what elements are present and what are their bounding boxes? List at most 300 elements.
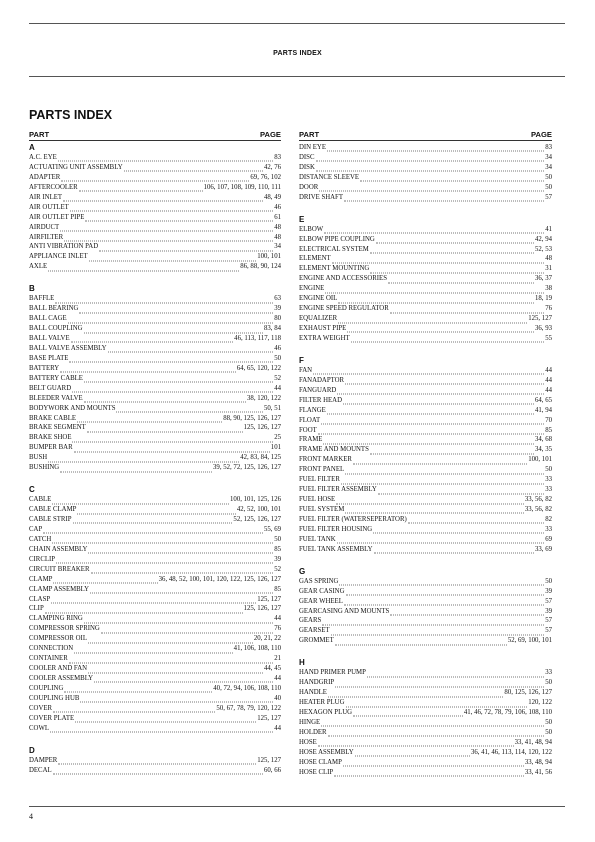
dot-leader (58, 155, 273, 162)
part-name: GEAR CASING (299, 587, 345, 595)
dot-leader (108, 346, 274, 353)
index-section (29, 734, 281, 776)
dot-leader (390, 306, 544, 313)
dot-leader (345, 378, 544, 385)
index-entry (299, 386, 552, 396)
dot-leader (63, 195, 263, 202)
index-entry (299, 525, 552, 535)
page-refs: 106, 107, 108, 109, 110, 111 (203, 183, 281, 191)
part-name: CIRCLIP (29, 555, 56, 563)
page-refs: 80 (274, 315, 281, 323)
part-name: CLASP (29, 595, 51, 603)
dot-leader (87, 425, 243, 432)
index-entry (29, 585, 281, 595)
dot-leader (84, 326, 263, 333)
dot-leader (84, 616, 273, 623)
part-name: ENGINE AND ACCESSORIES (299, 275, 387, 283)
page-refs: 60, 66 (264, 766, 281, 774)
index-entry (29, 684, 281, 694)
dot-leader (77, 507, 235, 514)
part-name: CONNECTION (29, 645, 74, 653)
part-name: HOLDER (299, 728, 327, 736)
page-refs: 34 (274, 243, 281, 251)
dot-leader (99, 244, 273, 251)
page-refs: 42, 83, 84, 125 (240, 454, 281, 462)
section-letter: A (29, 143, 35, 152)
page-refs: 57 (545, 627, 552, 635)
index-entry (29, 644, 281, 654)
page-refs: 39 (545, 607, 552, 615)
dot-leader (353, 710, 463, 717)
page-refs: 42, 76 (264, 163, 281, 171)
index-entry (299, 688, 552, 698)
dot-leader (72, 435, 273, 442)
part-name: HINGE (299, 718, 321, 726)
page-refs: 100, 101, 125, 126 (230, 496, 281, 504)
index-entry (299, 485, 552, 495)
dot-leader (341, 477, 544, 484)
page-refs: 52, 69, 100, 101 (507, 637, 552, 645)
page-refs: 33, 48, 94 (524, 758, 552, 766)
part-name: DOOR (299, 183, 319, 191)
section-gap (299, 555, 552, 565)
part-name: FILTER HEAD (299, 396, 342, 404)
page-refs: 33, 41, 48, 94 (514, 738, 552, 746)
dot-leader (53, 768, 263, 775)
page-refs: 46 (274, 203, 281, 211)
part-name: ADAPTER (29, 173, 61, 181)
page-number: 4 (29, 812, 33, 821)
dot-leader (74, 445, 270, 452)
part-name: ENGINE SPEED REGULATOR (299, 305, 389, 313)
dot-leader (345, 467, 544, 474)
index-entry (299, 235, 552, 245)
part-name: BRAKE CABLE (29, 414, 77, 422)
index-entry (299, 545, 552, 555)
part-name: HOSE ASSEMBLY (299, 748, 354, 756)
page-refs: 44 (545, 366, 552, 374)
dot-leader (80, 696, 273, 703)
index-entry (299, 577, 552, 587)
index-entry (299, 607, 552, 617)
index-entry (299, 597, 552, 607)
page-refs: 44 (274, 675, 281, 682)
index-entry (29, 252, 281, 262)
index-list-right (299, 141, 552, 778)
dot-leader (60, 225, 273, 232)
dot-leader (355, 750, 470, 757)
part-name: COWL (29, 724, 50, 732)
index-entry (29, 183, 281, 193)
index-entry (29, 654, 281, 664)
dot-leader (75, 716, 256, 723)
index-entry (299, 495, 552, 505)
page-refs: 31 (545, 265, 552, 273)
dot-leader (50, 726, 273, 733)
part-name: DAMPER (29, 756, 58, 764)
dot-leader (373, 527, 544, 534)
part-name: CONTAINER (29, 655, 68, 663)
section-letter: D (29, 745, 35, 755)
index-entry (299, 758, 552, 768)
part-name: FAN (299, 366, 313, 374)
index-entry (29, 545, 281, 555)
dot-leader (378, 487, 544, 494)
section-gap (299, 646, 552, 656)
part-name: BELT GUARD (29, 384, 72, 392)
page-refs: 36, 37 (535, 275, 552, 283)
dot-leader (334, 770, 524, 777)
page-refs: 40, 72, 94, 106, 108, 110 (213, 684, 281, 692)
dot-leader (79, 185, 203, 192)
page-refs: 39 (545, 587, 552, 595)
page-refs: 36, 41, 46, 113, 114, 120, 122 (470, 748, 552, 756)
page-refs: 34, 35 (535, 446, 552, 454)
part-name: GEARSET (299, 627, 330, 635)
part-name: FOOT (299, 426, 317, 434)
index-entry (299, 718, 552, 728)
dot-leader (90, 587, 273, 594)
index-entry (299, 366, 552, 376)
page-refs: 46, 113, 117, 118 (234, 335, 281, 342)
page-refs: 41, 94 (535, 406, 552, 414)
page-refs: 125, 127 (257, 595, 281, 603)
dot-leader (43, 527, 263, 534)
page-refs: 100, 101 (257, 253, 281, 261)
part-name: FLOAT (299, 416, 321, 424)
index-entry (299, 768, 552, 778)
part-name: AIRDUCT (29, 223, 60, 231)
footer-rule (29, 806, 565, 807)
dot-leader (72, 386, 273, 393)
dot-leader (327, 145, 544, 152)
part-name: FUEL TANK (299, 535, 336, 543)
dot-leader (318, 740, 514, 747)
page-refs: 85 (274, 585, 281, 593)
page-refs: 48 (274, 223, 281, 231)
page-refs: 82 (545, 515, 552, 523)
index-entry (29, 233, 281, 243)
page-refs: 44 (274, 615, 281, 623)
dot-leader (73, 517, 233, 524)
section-gap (29, 272, 281, 282)
part-name: EQUALIZER (299, 315, 338, 323)
dot-leader (331, 628, 545, 635)
dot-leader (313, 368, 544, 375)
page-refs: 50 (545, 718, 552, 726)
index-entry (299, 587, 552, 597)
index-entry (299, 636, 552, 646)
part-name: BODYWORK AND MOUNTS (29, 404, 116, 412)
index-entry (299, 143, 552, 153)
part-name: DISK (299, 163, 315, 171)
part-name: FANADAPTOR (299, 376, 345, 384)
dot-leader (84, 396, 246, 403)
index-entry (299, 708, 552, 718)
section-letter: E (299, 214, 305, 224)
page-refs: 52 (274, 565, 281, 573)
index-section (299, 141, 552, 203)
page-refs: 76 (274, 625, 281, 633)
dot-leader (79, 306, 273, 313)
index-entry (29, 453, 281, 463)
part-name: COOLER ASSEMBLY (29, 675, 94, 682)
dot-leader (88, 547, 273, 554)
dot-leader (344, 599, 544, 606)
index-entry (29, 515, 281, 525)
index-entry (29, 525, 281, 535)
part-name: BATTERY (29, 364, 60, 372)
page-refs: 48, 49 (264, 193, 281, 201)
page-refs: 50 (274, 354, 281, 362)
part-name: BATTERY CABLE (29, 374, 83, 382)
dot-leader (336, 497, 524, 504)
section-letter: G (299, 566, 306, 576)
dot-leader (335, 638, 507, 645)
part-name: BUSH (29, 454, 48, 462)
section-letter: F (299, 355, 304, 365)
index-entry (29, 344, 281, 354)
index-entry (29, 443, 281, 453)
part-name: CIRCUIT BREAKER (29, 565, 90, 573)
index-entry (29, 364, 281, 374)
part-name: BUSHING (29, 464, 60, 472)
page-refs: 100, 101 (528, 456, 552, 464)
part-name: CLIP (29, 605, 44, 613)
dot-leader (321, 720, 544, 727)
dot-leader (328, 690, 503, 697)
index-entry (299, 324, 552, 334)
part-name: HOSE (299, 738, 317, 746)
dot-leader (70, 205, 273, 212)
dot-leader (53, 706, 215, 713)
index-entry (299, 426, 552, 436)
dot-leader (339, 579, 544, 586)
page-refs: 36, 48, 52, 100, 101, 120, 122, 125, 126, 127 (158, 575, 281, 583)
dot-leader (321, 418, 544, 425)
dot-leader (316, 165, 544, 172)
index-entry (299, 153, 552, 163)
index-entry (299, 505, 552, 515)
index-entry (29, 433, 281, 443)
index-entry (299, 294, 552, 304)
dot-leader (337, 537, 545, 544)
index-entry (29, 604, 281, 614)
dot-leader (94, 676, 273, 683)
page-refs: 120, 122 (528, 699, 552, 707)
part-name: CLAMPING RING (29, 615, 83, 623)
index-entry (29, 203, 281, 213)
page-refs: 50 (545, 183, 552, 191)
section-letter: H (299, 658, 305, 668)
dot-leader (347, 326, 534, 333)
part-name: ELECTRICAL SYSTEM (299, 245, 369, 253)
page-refs: 80, 125, 126, 127 (504, 689, 552, 697)
part-name: HEXAGON PLUG (299, 709, 353, 716)
dot-leader (48, 455, 239, 462)
index-entry (29, 766, 281, 776)
index-entry (29, 374, 281, 384)
page-refs: 34, 68 (535, 436, 552, 444)
index-column-right (299, 129, 552, 778)
page-column-label: PAGE (531, 130, 552, 139)
page-refs: 125, 127 (257, 714, 281, 722)
dot-leader (346, 589, 545, 596)
column-header-right (299, 129, 552, 141)
part-name: AIR INLET (29, 193, 63, 201)
index-entry (29, 624, 281, 634)
part-name: FUEL FILTER (WATERSEPERATOR) (299, 515, 407, 523)
part-name: AIRFILTER (29, 233, 64, 241)
dot-leader (48, 264, 239, 271)
page-refs: 57 (545, 617, 552, 625)
page-refs: 39, 52, 72, 125, 126, 127 (213, 464, 281, 472)
part-name: FUEL TANK ASSEMBLY (299, 545, 373, 553)
dot-leader (69, 356, 273, 363)
part-name: DISC (299, 153, 315, 161)
dot-leader (351, 336, 545, 343)
part-name: ELBOW PIPE COUPLING (299, 235, 375, 243)
part-name: FUEL FILTER ASSEMBLY (299, 486, 377, 494)
page-refs: 57 (545, 597, 552, 605)
part-name: BALL COUPLING (29, 325, 83, 333)
page-refs: 34 (545, 163, 552, 171)
page-refs: 48 (274, 233, 281, 241)
page-refs: 21 (274, 655, 281, 663)
page-refs: 48 (545, 255, 552, 263)
part-name: CHAIN ASSEMBLY (29, 545, 88, 553)
dot-leader (68, 316, 274, 323)
page-refs: 61 (274, 213, 281, 221)
index-entry (299, 264, 552, 274)
part-name: HEATER PLUG (299, 699, 345, 707)
index-list-left (29, 143, 281, 776)
part-name: CABLE CLAMP (29, 506, 77, 514)
dot-leader (101, 626, 273, 633)
part-name: BUMPER BAR (29, 444, 73, 452)
dot-leader (124, 165, 263, 172)
page-refs: 125, 127 (257, 756, 281, 764)
index-entry (29, 565, 281, 575)
part-name: BLEEDER VALVE (29, 394, 83, 402)
part-name: CLAMP ASSEMBLY (29, 585, 90, 593)
dot-leader (60, 465, 212, 472)
page-refs: 76 (545, 305, 552, 313)
page-refs: 33, 56, 82 (524, 506, 552, 513)
index-entry (29, 394, 281, 404)
index-section (299, 344, 552, 555)
part-name: APPLIANCE INLET (29, 253, 88, 261)
index-entry (299, 245, 552, 255)
index-entry (299, 728, 552, 738)
part-name: COUPLING (29, 684, 64, 692)
page-refs: 34 (545, 153, 552, 161)
part-name: GAS SPRING (299, 577, 339, 585)
part-name: GEARCASING AND MOUNTS (299, 607, 390, 615)
dot-leader (337, 388, 544, 395)
index-entry (299, 416, 552, 426)
page-refs: 33, 69 (535, 545, 552, 553)
index-entry (29, 505, 281, 515)
dot-leader (52, 497, 229, 504)
page-refs: 39 (274, 555, 281, 563)
dot-leader (53, 577, 157, 584)
page-refs: 42, 52, 100, 101 (236, 506, 281, 514)
column-header-left (29, 129, 281, 141)
page-refs: 41 (545, 225, 552, 233)
header-bottom-rule (29, 76, 565, 77)
part-name: COMPRESSOR OIL (29, 635, 87, 643)
part-name: BALL VALVE (29, 335, 70, 342)
index-entry (299, 698, 552, 708)
part-name: CABLE STRIP (29, 516, 72, 523)
index-entry (299, 535, 552, 545)
index-entry (299, 668, 552, 678)
header-top-rule (29, 23, 565, 24)
page-refs: 50, 67, 78, 79, 120, 122 (216, 704, 281, 712)
page-refs: 38, 120, 122 (247, 394, 281, 402)
page-refs: 33, 41, 56 (524, 768, 552, 776)
dot-leader (69, 656, 273, 663)
index-entry (299, 455, 552, 465)
index-entry (29, 262, 281, 272)
page-refs: 50 (545, 466, 552, 474)
index-entry (29, 714, 281, 724)
page-refs: 50 (274, 535, 281, 543)
part-name: AIR OUTLET (29, 203, 69, 211)
page-refs: 33 (545, 476, 552, 484)
index-entry (299, 515, 552, 525)
dot-leader (343, 760, 524, 767)
part-name: ELEMENT (299, 255, 331, 263)
part-name: CLAMP (29, 575, 53, 583)
part-name: ENGINE (299, 285, 325, 293)
page-refs: 85 (274, 545, 281, 553)
index-entry (29, 495, 281, 505)
part-name: ENGINE OIL (299, 295, 338, 303)
part-name: EXTRA WEIGHT (299, 334, 350, 342)
index-entry (29, 153, 281, 163)
dot-leader (346, 700, 528, 707)
index-entry (299, 334, 552, 344)
page-refs: 64, 65, 120, 122 (236, 364, 281, 372)
page-refs: 18, 19 (535, 295, 552, 303)
part-name: BALL CAGE (29, 315, 67, 323)
dot-leader (408, 517, 544, 524)
part-name: DISTANCE SLEEVE (299, 173, 360, 181)
part-name: HOSE CLIP (299, 768, 334, 776)
part-name: BRAKE SHOE (29, 434, 72, 442)
index-section (29, 473, 281, 734)
page-refs: 52, 125, 126, 127 (233, 516, 281, 523)
page-refs: 125, 126, 127 (243, 605, 281, 613)
index-entry (29, 334, 281, 344)
part-name: AXLE (29, 263, 48, 271)
index-entry (299, 254, 552, 264)
dot-leader (318, 427, 544, 434)
index-entry (29, 614, 281, 624)
index-entry (29, 242, 281, 252)
dot-leader (344, 195, 544, 202)
page-refs: 101 (270, 444, 281, 452)
index-entry (29, 314, 281, 324)
part-name: HAND PRIMER PUMP (299, 669, 366, 677)
page-refs: 83 (274, 154, 281, 161)
dot-leader (367, 670, 544, 677)
part-name: EXHAUST PIPE (299, 325, 347, 332)
dot-leader (319, 185, 544, 192)
index-entry (29, 634, 281, 644)
